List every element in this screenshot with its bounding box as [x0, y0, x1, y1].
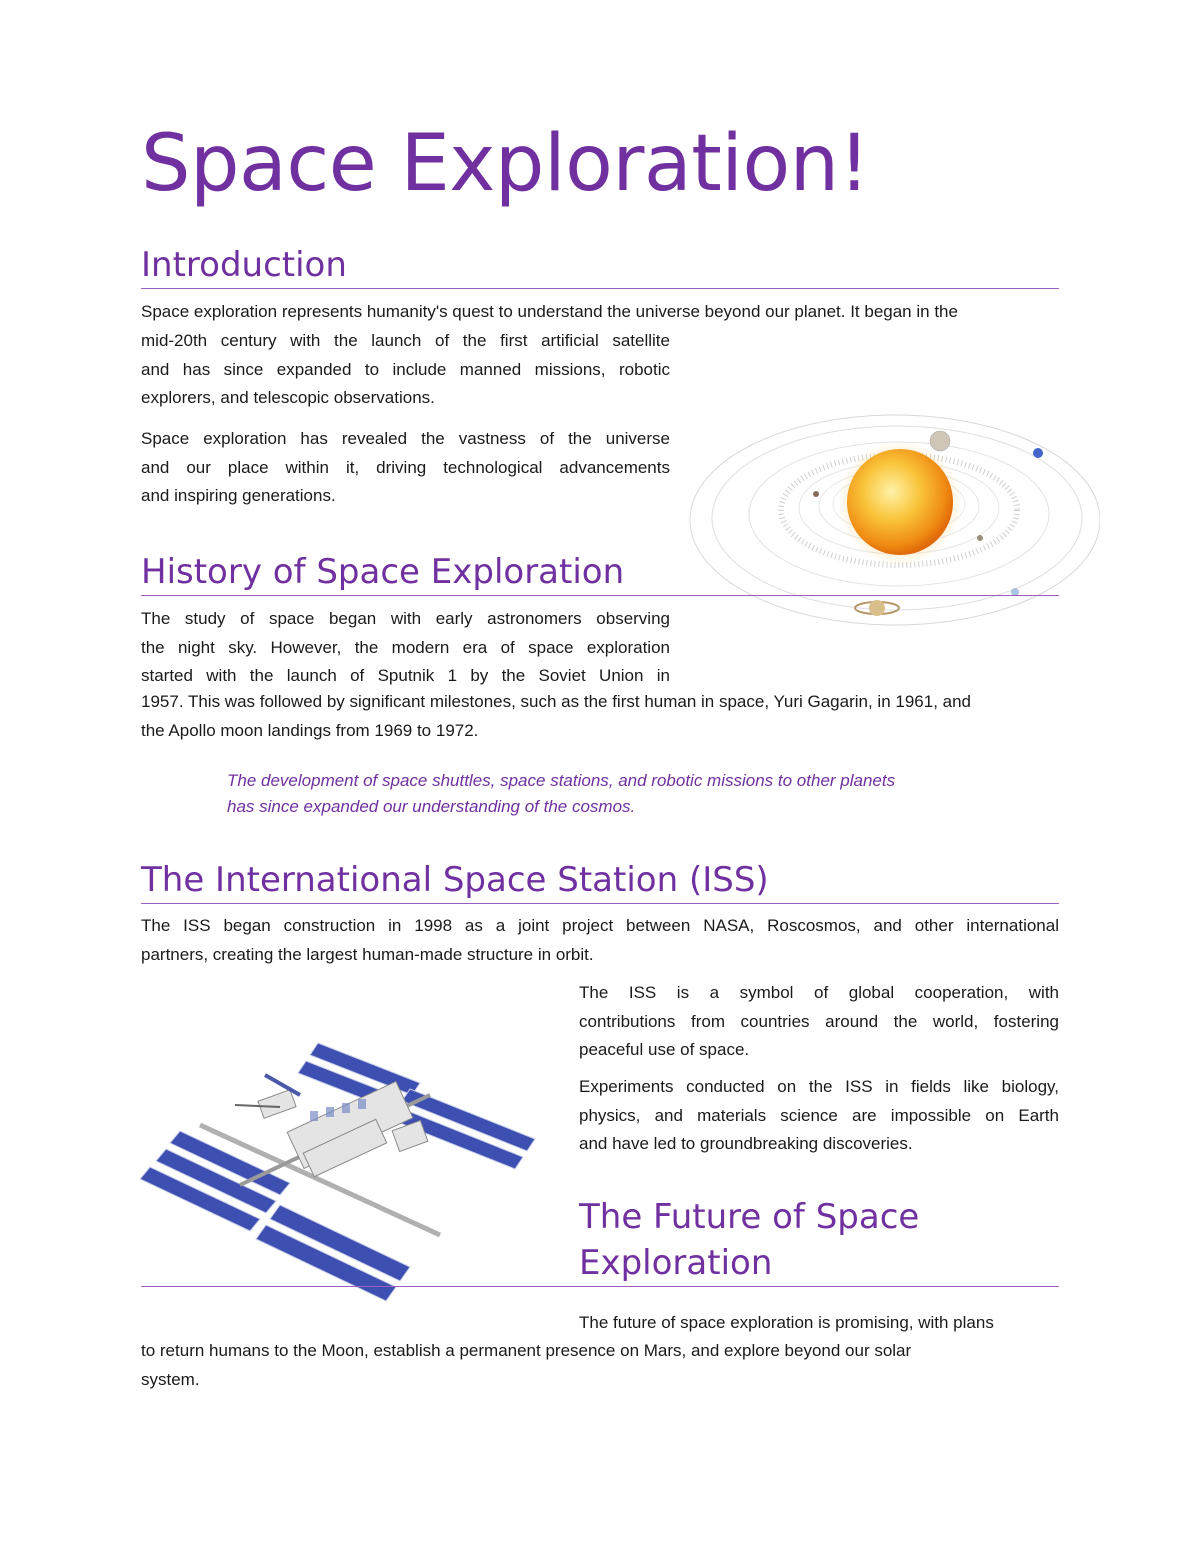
history-paragraph	[141, 688, 1059, 745]
text-line: The ISS began construction in 1998 as a joint project between NASA, Roscosmos, and other international	[141, 916, 1059, 935]
text-line: The future of space exploration is promising, with plans	[579, 1313, 994, 1332]
future-paragraph-first-line	[579, 1309, 1059, 1338]
text-line: partners, creating the largest human-made structure in orbit.	[141, 944, 594, 964]
text-line: started with the launch of Sputnik 1 by the Soviet Union in	[141, 666, 670, 685]
text-line: explorers, and telescopic observations.	[141, 388, 435, 407]
text-line: the Apollo moon landings from 1969 to 1972.	[141, 720, 479, 740]
text-line: the night sky. However, the modern era of space exploration	[141, 637, 670, 657]
text-line: peaceful use of space.	[579, 1040, 750, 1059]
iss-paragraph-3	[579, 1073, 1059, 1159]
intro-paragraph-1-wrapped	[141, 327, 670, 413]
heading-rule	[141, 595, 1059, 596]
text-line: and inspiring generations.	[141, 486, 336, 505]
text-line: The study of space began with early astronomers observing	[141, 609, 670, 628]
text-line: and our place within it, driving technological advancements	[141, 457, 670, 477]
text-line: Space exploration has revealed the vastness of the universe	[141, 429, 670, 448]
iss-paragraph-1	[141, 912, 1059, 969]
page-title: Space Exploration!	[141, 119, 870, 209]
text-line: Space exploration represents humanity's quest to understand the universe beyond our planet. It began in the	[141, 302, 958, 321]
solar-system-image	[685, 410, 1100, 640]
future-paragraph	[141, 1337, 1059, 1394]
intro-paragraph-1	[141, 298, 1059, 327]
heading-future-line-1: The Future of Space	[579, 1197, 920, 1237]
text-line: 1957. This was followed by significant milestones, such as the first human in space, Yuri Gagarin, in 1961, and	[141, 692, 972, 711]
iss-image	[140, 1035, 540, 1315]
text-line: and have led to groundbreaking discoveries.	[579, 1134, 913, 1153]
text-line: physics, and materials science are impossible on Earth	[579, 1105, 1059, 1125]
text-line: system.	[141, 1369, 200, 1389]
text-line: and has since expanded to include manned missions, robotic	[141, 359, 670, 379]
pull-quote	[227, 768, 987, 820]
text-line: Experiments conducted on the ISS in fields like biology,	[579, 1077, 1059, 1096]
quote-line: The development of space shuttles, space stations, and robotic missions to other planets	[227, 771, 896, 790]
heading-history: History of Space Exploration	[141, 552, 625, 592]
heading-rule	[141, 903, 1059, 904]
quote-line: has since expanded our understanding of the cosmos.	[227, 797, 636, 816]
heading-iss: The International Space Station (ISS)	[141, 860, 769, 900]
heading-rule	[141, 1286, 1059, 1287]
text-line: to return humans to the Moon, establish a permanent presence on Mars, and explore beyond our solar	[141, 1341, 912, 1360]
heading-rule	[141, 288, 1059, 289]
heading-future-line-2: Exploration	[579, 1243, 773, 1283]
history-paragraph-wrapped	[141, 605, 670, 691]
intro-paragraph-2	[141, 425, 670, 511]
heading-introduction: Introduction	[141, 245, 347, 285]
text-line: mid-20th century with the launch of the first artificial satellite	[141, 331, 670, 350]
iss-paragraph-2	[579, 979, 1059, 1065]
text-line: The ISS is a symbol of global cooperation, with	[579, 983, 1059, 1002]
text-line: contributions from countries around the world, fostering	[579, 1011, 1059, 1031]
